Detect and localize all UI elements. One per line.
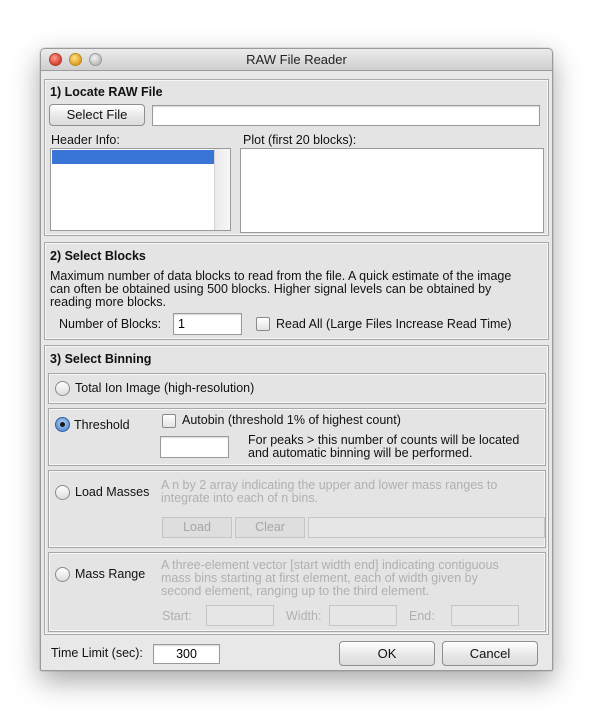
width-label: Width: — [286, 609, 322, 623]
number-of-blocks-field[interactable] — [173, 313, 242, 335]
load-masses-description — [161, 479, 497, 505]
time-limit-label: Time Limit (sec): — [51, 646, 143, 660]
start-label: Start: — [162, 609, 192, 623]
load-masses-field[interactable] — [308, 517, 545, 538]
load-masses-description-line: A n by 2 array indicating the upper and lower mass ranges to — [161, 478, 498, 492]
number-of-blocks-label: Number of Blocks: — [59, 317, 162, 331]
select-binning-title: 3) Select Binning — [50, 352, 152, 366]
mass-range-radio[interactable] — [55, 567, 70, 582]
threshold-radio[interactable] — [55, 417, 70, 432]
title-bar[interactable] — [41, 49, 552, 71]
select-file-button[interactable]: Select File — [49, 104, 145, 126]
load-masses-radio[interactable] — [55, 485, 70, 500]
select-binning-panel — [44, 345, 549, 635]
autobin-label: Autobin (threshold 1% of highest count) — [182, 413, 401, 427]
total-ion-subpanel — [48, 373, 546, 404]
read-all-label: Read All (Large Files Increase Read Time) — [276, 317, 512, 331]
end-label: End: — [409, 609, 435, 623]
mass-range-label: Mass Range — [75, 567, 146, 581]
threshold-value-field[interactable] — [160, 436, 229, 458]
locate-panel-title: 1) Locate RAW File — [50, 85, 163, 99]
header-info-list[interactable] — [50, 148, 231, 231]
clear-button[interactable]: Clear — [235, 517, 305, 538]
threshold-description — [248, 434, 519, 460]
load-button[interactable]: Load — [162, 517, 232, 538]
threshold-subpanel — [48, 408, 546, 466]
mass-range-subpanel — [48, 552, 546, 632]
window-title: RAW File Reader — [246, 52, 347, 67]
select-blocks-panel — [44, 242, 549, 340]
select-blocks-title: 2) Select Blocks — [50, 249, 146, 263]
load-masses-subpanel — [48, 470, 546, 548]
locate-raw-file-panel — [44, 79, 549, 236]
total-ion-label: Total Ion Image (high-resolution) — [75, 381, 255, 395]
threshold-description-line: For peaks > this number of counts will be located — [248, 433, 520, 447]
cancel-button[interactable]: Cancel — [442, 641, 538, 666]
load-masses-description-line: integrate into each of n bins. — [161, 491, 319, 505]
plot-area — [240, 148, 544, 233]
mass-range-description-line: A three-element vector [start width end] indicating contiguous — [161, 558, 499, 572]
header-info-selected-row[interactable] — [52, 150, 214, 164]
blocks-description — [50, 270, 548, 309]
end-field[interactable] — [451, 605, 519, 626]
load-masses-label: Load Masses — [75, 485, 150, 499]
raw-file-reader-window — [40, 48, 553, 671]
total-ion-radio[interactable] — [55, 381, 70, 396]
blocks-description-line: reading more blocks. — [50, 295, 167, 309]
start-field[interactable] — [206, 605, 274, 626]
blocks-description-line: can often be obtained using 500 blocks. Higher signal levels can be obtained by — [50, 282, 492, 296]
threshold-label: Threshold — [74, 418, 130, 432]
mass-range-description-line: second element, ranging up to the third element. — [161, 584, 430, 598]
header-info-scrollbar[interactable] — [214, 149, 230, 230]
mass-range-description-line: mass bins starting at first element, each of width given by — [161, 571, 478, 585]
ok-button[interactable]: OK — [339, 641, 435, 666]
autobin-checkbox[interactable] — [162, 414, 176, 428]
header-info-label: Header Info: — [51, 133, 120, 147]
mass-range-description — [161, 559, 499, 598]
time-limit-field[interactable] — [153, 644, 220, 664]
file-path-field[interactable] — [152, 105, 540, 126]
read-all-checkbox[interactable] — [256, 317, 270, 331]
plot-label: Plot (first 20 blocks): — [243, 133, 357, 147]
width-field[interactable] — [329, 605, 397, 626]
threshold-description-line: and automatic binning will be performed. — [248, 446, 473, 460]
blocks-description-line: Maximum number of data blocks to read from the file. A quick estimate of the image — [50, 269, 512, 283]
